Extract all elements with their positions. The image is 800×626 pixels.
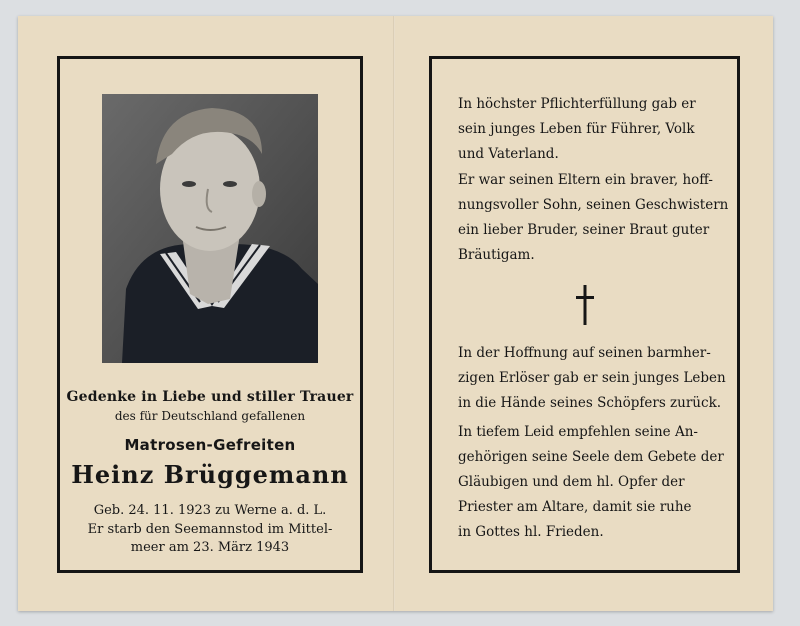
death-line-1: Er starb den Seemannstod im Mittel-: [87, 522, 333, 537]
memorial-line: Gedenke in Liebe und stiller Trauer: [66, 389, 354, 405]
verse-line: zigen Erlöser gab er sein junges Leben: [458, 370, 726, 386]
death-line-2: meer am 23. März 1943: [130, 540, 290, 555]
verse-line: und Vaterland.: [458, 146, 559, 162]
verse-line: in die Hände seines Schöpfers zurück.: [458, 395, 722, 411]
verse-line: In tiefem Leid empfehlen seine An-: [458, 424, 698, 440]
birth-line: Geb. 24. 11. 1923 zu Werne a. d. L.: [93, 503, 327, 518]
card-fold: [393, 16, 395, 611]
verse-line: In höchster Pflichterfüllung gab er: [458, 96, 696, 112]
verse-line: in Gottes hl. Frieden.: [458, 524, 604, 540]
verse-line: sein junges Leben für Führer, Volk: [458, 121, 695, 137]
verse-line: Bräutigam.: [458, 247, 535, 263]
rank-title: Matrosen-Gefreiten: [124, 436, 296, 454]
verse-line: Er war seinen Eltern ein braver, hoff-: [458, 172, 713, 188]
verse-line: In der Hoffnung auf seinen barmher-: [458, 345, 711, 361]
verse-line: nungsvoller Sohn, seinen Geschwistern: [458, 197, 729, 213]
verse-line: Gläubigen und dem hl. Opfer der: [458, 474, 685, 490]
deceased-name: Heinz Brüggemann: [71, 460, 349, 489]
verse-line: gehörigen seine Seele dem Gebete der: [458, 449, 724, 465]
verse-line: ein lieber Bruder, seiner Braut guter: [458, 222, 710, 238]
cross-icon: [576, 285, 594, 325]
verse-line: Priester am Altare, damit sie ruhe: [458, 499, 692, 515]
memorial-subline: des für Deutschland gefallenen: [114, 409, 306, 423]
portrait-photo: [102, 94, 318, 363]
